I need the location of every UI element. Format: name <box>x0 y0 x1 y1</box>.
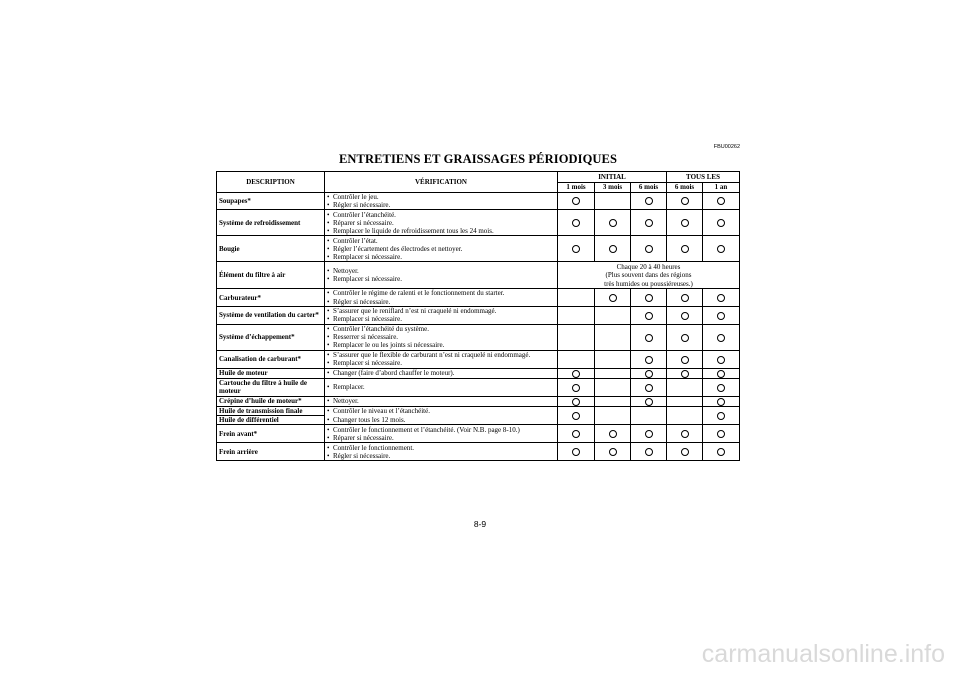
check-circle-icon <box>717 384 725 392</box>
check-item: • S’assurer que le reniflard n’est ni craquelé ni endommagé. <box>327 307 555 315</box>
check-item: • Remplacer. <box>327 383 555 391</box>
check-circle-icon <box>681 430 689 438</box>
check-circle-icon <box>609 219 617 227</box>
row-verification <box>325 406 558 424</box>
check-circle-icon <box>609 430 617 438</box>
interval-cell <box>667 193 703 210</box>
check-item: • Réparer si nécessaire. <box>327 434 555 442</box>
interval-cell <box>631 210 667 236</box>
row-description: Crépine d’huile de moteur* <box>217 396 325 406</box>
check-item: • Régler si nécessaire. <box>327 452 555 460</box>
check-item: • Contrôler le fonctionnement. <box>327 444 555 452</box>
interval-cell <box>703 193 740 210</box>
check-circle-icon <box>572 448 580 456</box>
check-circle-icon <box>572 245 580 253</box>
interval-cell <box>703 289 740 306</box>
row-description: Frein avant* <box>217 425 325 443</box>
table-row <box>217 236 740 262</box>
maintenance-table <box>216 171 740 461</box>
table-row <box>217 210 740 236</box>
table-row <box>217 406 740 415</box>
note-line: très humides ou poussiéreuses.) <box>604 279 693 288</box>
check-circle-icon <box>681 294 689 302</box>
row-verification <box>325 324 558 350</box>
check-circle-icon <box>681 334 689 342</box>
check-circle-icon <box>681 197 689 205</box>
interval-cell <box>631 306 667 324</box>
check-circle-icon <box>717 370 725 378</box>
check-circle-icon <box>572 197 580 205</box>
interval-cell <box>667 236 703 262</box>
interval-cell <box>703 324 740 350</box>
check-item: • Contrôler l’étanchéité du système. <box>327 325 555 333</box>
check-circle-icon <box>717 398 725 406</box>
check-circle-icon <box>681 219 689 227</box>
row-description: Système de ventilation du carter* <box>217 306 325 324</box>
row-description: Cartouche du filtre à huile de moteur <box>217 378 325 396</box>
row-verification <box>325 443 558 461</box>
check-circle-icon <box>717 356 725 364</box>
document-code: FBU00262 <box>713 144 740 150</box>
check-item: • Remplacer le liquide de refroidissement tous les 24 mois. <box>327 227 555 235</box>
check-item: • Resserrer si nécessaire. <box>327 333 555 341</box>
check-circle-icon <box>717 334 725 342</box>
check-item: • Nettoyer. <box>327 267 555 275</box>
row-verification <box>325 425 558 443</box>
check-item: • Contrôler le jeu. <box>327 193 555 201</box>
note-line: (Plus souvent dans des régions <box>605 271 692 280</box>
col-initial: INITIAL <box>558 172 667 183</box>
interval-cell <box>703 396 740 406</box>
interval-cell <box>595 350 631 368</box>
table-row <box>217 396 740 406</box>
interval-cell <box>667 306 703 324</box>
interval-cell <box>631 406 667 424</box>
row-description: Huile de transmission finale <box>217 406 325 415</box>
interval-cell <box>631 368 667 378</box>
check-circle-icon <box>717 294 725 302</box>
check-circle-icon <box>681 370 689 378</box>
check-circle-icon <box>717 412 725 420</box>
check-circle-icon <box>645 356 653 364</box>
check-item: • Contrôler l’état. <box>327 237 555 245</box>
check-item: • Remplacer si nécessaire. <box>327 253 555 261</box>
interval-4: 6 mois <box>667 183 703 193</box>
interval-cell <box>558 443 595 461</box>
table-row <box>217 193 740 210</box>
interval-cell <box>558 406 595 424</box>
interval-cell <box>667 368 703 378</box>
check-circle-icon <box>681 448 689 456</box>
interval-cell <box>667 289 703 306</box>
row-verification <box>325 306 558 324</box>
interval-cell <box>667 425 703 443</box>
check-circle-icon <box>717 245 725 253</box>
interval-cell <box>631 378 667 396</box>
row-verification <box>325 289 558 306</box>
check-circle-icon <box>717 219 725 227</box>
interval-2: 3 mois <box>595 183 631 193</box>
interval-cell <box>703 306 740 324</box>
check-item: • Régler l’écartement des électrodes et nettoyer. <box>327 245 555 253</box>
check-circle-icon <box>645 245 653 253</box>
check-item: • Changer (faire d’abord chauffer le moteur). <box>327 369 555 377</box>
interval-cell <box>631 350 667 368</box>
table-row <box>217 425 740 443</box>
interval-cell <box>631 425 667 443</box>
check-item: • Contrôler le fonctionnement et l’étanchéité. (Voir N.B. page 8-10.) <box>327 426 555 434</box>
row-verification <box>325 378 558 396</box>
row-verification <box>325 193 558 210</box>
interval-cell <box>595 425 631 443</box>
interval-cell <box>558 324 595 350</box>
check-circle-icon <box>681 356 689 364</box>
check-circle-icon <box>645 312 653 320</box>
check-item: • S’assurer que le flexible de carburant n’est ni craquelé ni endommagé. <box>327 351 555 359</box>
check-circle-icon <box>645 370 653 378</box>
interval-cell <box>667 210 703 236</box>
interval-3: 6 mois <box>631 183 667 193</box>
table-row <box>217 306 740 324</box>
interval-cell <box>667 378 703 396</box>
interval-cell <box>703 378 740 396</box>
interval-cell <box>703 406 740 424</box>
interval-cell <box>667 443 703 461</box>
interval-cell <box>595 210 631 236</box>
interval-cell <box>703 236 740 262</box>
row-description: Système d’échappement* <box>217 324 325 350</box>
check-circle-icon <box>572 384 580 392</box>
interval-cell <box>595 306 631 324</box>
interval-1: 1 mois <box>558 183 595 193</box>
interval-cell <box>558 350 595 368</box>
check-circle-icon <box>645 334 653 342</box>
check-circle-icon <box>572 219 580 227</box>
interval-cell <box>667 406 703 424</box>
page-number: 8-9 <box>473 519 487 529</box>
interval-cell <box>558 289 595 306</box>
interval-cell <box>595 324 631 350</box>
check-circle-icon <box>645 448 653 456</box>
check-circle-icon <box>609 448 617 456</box>
check-circle-icon <box>717 312 725 320</box>
col-verification: VÉRIFICATION <box>325 172 558 193</box>
row-verification <box>325 262 558 289</box>
interval-cell <box>703 350 740 368</box>
table-row <box>217 378 740 396</box>
interval-cell <box>631 289 667 306</box>
interval-cell <box>595 396 631 406</box>
table-row <box>217 443 740 461</box>
col-description: DESCRIPTION <box>217 172 325 193</box>
check-circle-icon <box>645 197 653 205</box>
check-circle-icon <box>572 412 580 420</box>
check-circle-icon <box>645 294 653 302</box>
interval-cell <box>595 443 631 461</box>
check-item: • Régler si nécessaire. <box>327 298 555 306</box>
check-item: • Remplacer le ou les joints si nécessaire. <box>327 341 555 349</box>
interval-cell <box>631 396 667 406</box>
interval-cell <box>703 210 740 236</box>
row-verification <box>325 236 558 262</box>
interval-cell <box>595 406 631 424</box>
check-circle-icon <box>645 219 653 227</box>
check-circle-icon <box>717 448 725 456</box>
check-item: • Remplacer si nécessaire. <box>327 315 555 323</box>
row-description: Canalisation de carburant* <box>217 350 325 368</box>
interval-cell <box>667 396 703 406</box>
interval-cell <box>703 368 740 378</box>
interval-cell <box>558 236 595 262</box>
check-circle-icon <box>572 398 580 406</box>
note-line: Chaque 20 à 40 heures <box>616 262 681 271</box>
page-title: ENTRETIENS ET GRAISSAGES PÉRIODIQUES <box>338 152 618 166</box>
watermark: carmanualsonline.info <box>701 640 945 668</box>
row-description: Carburateur* <box>217 289 325 306</box>
check-circle-icon <box>645 430 653 438</box>
interval-cell <box>595 193 631 210</box>
check-item: • Régler si nécessaire. <box>327 201 555 209</box>
interval-cell <box>703 443 740 461</box>
table-row <box>217 289 740 306</box>
interval-cell <box>595 378 631 396</box>
interval-cell <box>595 289 631 306</box>
check-item: • Contrôler le niveau et l’étanchéité. <box>327 407 555 415</box>
row-verification <box>325 210 558 236</box>
row-description: Soupapes* <box>217 193 325 210</box>
col-tous-les: TOUS LES <box>667 172 740 183</box>
interval-cell <box>558 378 595 396</box>
interval-cell <box>558 210 595 236</box>
table-row <box>217 350 740 368</box>
interval-cell <box>595 368 631 378</box>
interval-cell <box>558 396 595 406</box>
check-circle-icon <box>572 430 580 438</box>
row-verification <box>325 368 558 378</box>
check-circle-icon <box>609 294 617 302</box>
row-description: Système de refroidissement <box>217 210 325 236</box>
check-circle-icon <box>717 430 725 438</box>
interval-cell <box>667 350 703 368</box>
check-item: • Remplacer si nécessaire. <box>327 359 555 367</box>
row-description: Huile de moteur <box>217 368 325 378</box>
interval-5: 1 an <box>703 183 740 193</box>
row-verification <box>325 396 558 406</box>
interval-cell <box>667 324 703 350</box>
interval-cell <box>631 236 667 262</box>
row-description: Huile de différentiel <box>217 416 325 425</box>
row-description: Frein arrière <box>217 443 325 461</box>
interval-cell <box>631 324 667 350</box>
interval-cell <box>703 425 740 443</box>
table-row <box>217 262 740 289</box>
check-item: • Changer tous les 12 mois. <box>327 416 555 424</box>
check-circle-icon <box>572 370 580 378</box>
table-row <box>217 324 740 350</box>
interval-cell <box>558 193 595 210</box>
table-row <box>217 368 740 378</box>
check-item: • Contrôler l’étanchéité. <box>327 211 555 219</box>
check-circle-icon <box>645 398 653 406</box>
check-circle-icon <box>609 245 617 253</box>
interval-cell <box>558 425 595 443</box>
check-circle-icon <box>681 312 689 320</box>
interval-cell <box>595 236 631 262</box>
check-item: • Nettoyer. <box>327 397 555 405</box>
check-circle-icon <box>681 245 689 253</box>
interval-cell <box>631 443 667 461</box>
interval-cell <box>631 193 667 210</box>
check-item: • Remplacer si nécessaire. <box>327 275 555 283</box>
interval-note <box>558 262 740 289</box>
check-circle-icon <box>717 197 725 205</box>
interval-cell <box>558 368 595 378</box>
check-item: • Réparer si nécessaire. <box>327 219 555 227</box>
row-verification <box>325 350 558 368</box>
check-item: • Contrôler le régime de ralenti et le fonctionnement du starter. <box>327 289 555 297</box>
row-description: Élément du filtre à air <box>217 262 325 289</box>
interval-cell <box>558 306 595 324</box>
check-circle-icon <box>645 384 653 392</box>
row-description: Bougie <box>217 236 325 262</box>
